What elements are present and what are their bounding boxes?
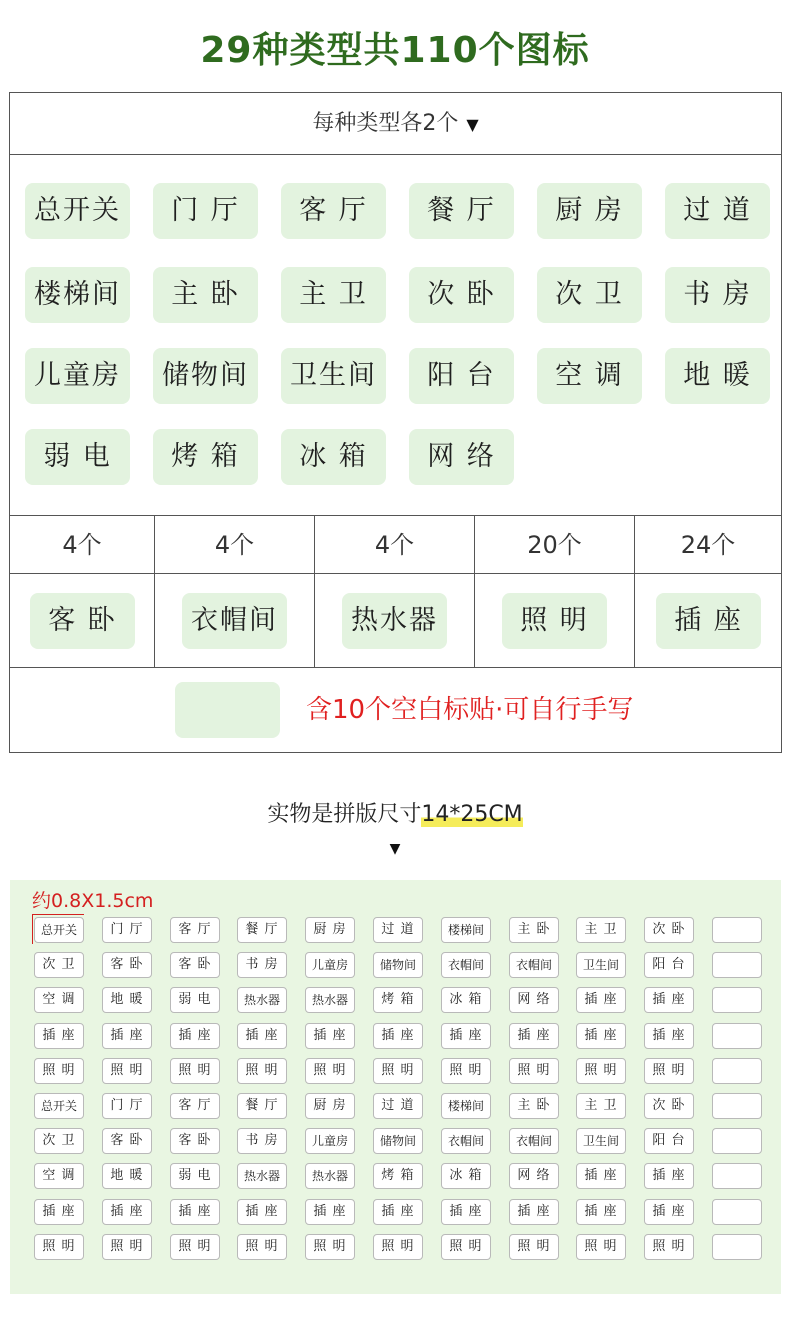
sticker-label: 插 座 — [237, 1199, 287, 1225]
sticker-label: 书 房 — [237, 952, 287, 978]
type-label-chip: 地 暖 — [665, 348, 770, 404]
header-note: 每种类型各2个 — [312, 111, 459, 136]
sticker-label: 插 座 — [305, 1023, 355, 1049]
sticker-label: 楼梯间 — [441, 1093, 491, 1119]
sticker-label: 总开关 — [34, 917, 84, 943]
item-count: 4个 — [62, 531, 102, 559]
type-label-chip: 次 卧 — [409, 267, 514, 323]
sticker-label: 照 明 — [34, 1234, 84, 1260]
divider — [10, 573, 781, 574]
sticker-label: 主 卫 — [576, 917, 626, 943]
sticker-label: 照 明 — [644, 1234, 694, 1260]
sticker-label: 插 座 — [441, 1023, 491, 1049]
sticker-label: 总开关 — [34, 1093, 84, 1119]
sticker-label: 网 络 — [509, 1163, 559, 1189]
sticker-label: 客 厅 — [170, 917, 220, 943]
sticker-label: 书 房 — [237, 1128, 287, 1154]
type-label-chip: 阳 台 — [409, 348, 514, 404]
type-label-chip: 网 络 — [409, 429, 514, 485]
sticker-label: 插 座 — [170, 1199, 220, 1225]
sticker-label: 热水器 — [305, 1163, 355, 1189]
sticker-label: 插 座 — [509, 1023, 559, 1049]
blank-sticker — [712, 1093, 762, 1119]
sticker-label: 餐 厅 — [237, 1093, 287, 1119]
type-label-chip: 过 道 — [665, 183, 770, 239]
sticker-label: 插 座 — [576, 1199, 626, 1225]
item-count: 4个 — [374, 531, 415, 559]
sticker-label: 冰 箱 — [441, 1163, 491, 1189]
sticker-label: 照 明 — [102, 1234, 152, 1260]
type-label-chip: 儿童房 — [25, 348, 130, 404]
down-triangle-icon: ▼ — [466, 115, 479, 134]
sticker-label: 主 卫 — [576, 1093, 626, 1119]
type-label-chip: 次 卫 — [537, 267, 642, 323]
sticker-label: 插 座 — [34, 1023, 84, 1049]
blank-sticker — [712, 1128, 762, 1154]
sticker-label: 次 卫 — [34, 952, 84, 978]
sticker-label: 弱 电 — [170, 987, 220, 1013]
sticker-label: 楼梯间 — [441, 917, 491, 943]
sticker-label: 插 座 — [644, 987, 694, 1013]
sticker-size-note: 约0.8X1.5cm — [32, 890, 154, 912]
sticker-label: 插 座 — [305, 1199, 355, 1225]
sticker-label: 储物间 — [373, 1128, 423, 1154]
sticker-label: 弱 电 — [170, 1163, 220, 1189]
type-label-chip: 客 厅 — [281, 183, 386, 239]
sticker-label: 衣帽间 — [509, 952, 559, 978]
blank-label-note: 含10个空白标贴·可自行手写 — [306, 695, 634, 725]
type-label-chip: 门 厅 — [153, 183, 258, 239]
sticker-label: 次 卧 — [644, 917, 694, 943]
sticker-label: 照 明 — [102, 1058, 152, 1084]
sticker-label: 主 卧 — [509, 1093, 559, 1119]
sticker-label: 主 卧 — [509, 917, 559, 943]
sticker-label: 插 座 — [34, 1199, 84, 1225]
sticker-label: 客 卧 — [102, 1128, 152, 1154]
sticker-label: 插 座 — [373, 1023, 423, 1049]
type-label-chip: 厨 房 — [537, 183, 642, 239]
sticker-label: 插 座 — [102, 1199, 152, 1225]
sticker-label: 照 明 — [237, 1234, 287, 1260]
sticker-label: 卫生间 — [576, 952, 626, 978]
sticker-label: 衣帽间 — [509, 1128, 559, 1154]
sticker-label: 阳 台 — [644, 1128, 694, 1154]
sticker-label: 次 卫 — [34, 1128, 84, 1154]
sticker-sheet — [10, 880, 781, 1294]
size-value: 14*25CM — [421, 802, 523, 827]
blank-sticker — [712, 1023, 762, 1049]
sticker-label: 插 座 — [644, 1023, 694, 1049]
sticker-label: 照 明 — [170, 1058, 220, 1084]
type-label-chip: 卫生间 — [281, 348, 386, 404]
down-triangle-icon: ▼ — [389, 841, 401, 857]
sticker-label: 过 道 — [373, 917, 423, 943]
divider — [10, 515, 781, 516]
sticker-label: 储物间 — [373, 952, 423, 978]
item-count: 4个 — [214, 531, 255, 559]
sticker-label: 客 厅 — [170, 1093, 220, 1119]
sticker-label: 烤 箱 — [373, 1163, 423, 1189]
type-label-chip: 弱 电 — [25, 429, 130, 485]
sticker-label: 网 络 — [509, 987, 559, 1013]
sticker-label: 照 明 — [237, 1058, 287, 1084]
icon-type-panel — [9, 92, 782, 753]
sticker-label: 插 座 — [576, 1163, 626, 1189]
sticker-label: 插 座 — [170, 1023, 220, 1049]
blank-label-sample — [175, 682, 280, 738]
type-label-chip: 餐 厅 — [409, 183, 514, 239]
blank-sticker — [712, 952, 762, 978]
size-text: 实物是拼版尺寸 — [267, 802, 422, 827]
sticker-label: 餐 厅 — [237, 917, 287, 943]
sticker-label: 照 明 — [576, 1058, 626, 1084]
item-count: 24个 — [680, 531, 736, 559]
blank-sticker — [712, 987, 762, 1013]
sticker-label: 儿童房 — [305, 1128, 355, 1154]
counted-label-chip: 衣帽间 — [182, 593, 287, 649]
divider — [10, 667, 781, 668]
sticker-label: 插 座 — [644, 1163, 694, 1189]
sticker-label: 烤 箱 — [373, 987, 423, 1013]
type-label-chip: 楼梯间 — [25, 267, 130, 323]
counted-label-chip: 照 明 — [502, 593, 607, 649]
sticker-label: 次 卧 — [644, 1093, 694, 1119]
sticker-label: 照 明 — [441, 1234, 491, 1260]
sticker-label: 插 座 — [509, 1199, 559, 1225]
sticker-label: 照 明 — [305, 1058, 355, 1084]
sticker-label: 地 暖 — [102, 1163, 152, 1189]
blank-sticker — [712, 1234, 762, 1260]
blank-sticker — [712, 917, 762, 943]
type-label-chip: 主 卧 — [153, 267, 258, 323]
sticker-label: 门 厅 — [102, 917, 152, 943]
sticker-label: 热水器 — [237, 1163, 287, 1189]
sticker-label: 儿童房 — [305, 952, 355, 978]
page-title: 29种类型共110个图标 — [200, 30, 590, 71]
panel-header — [10, 93, 781, 155]
counted-label-chip: 客 卧 — [30, 593, 135, 649]
sticker-label: 照 明 — [373, 1058, 423, 1084]
sticker-label: 客 卧 — [102, 952, 152, 978]
type-label-chip: 总开关 — [25, 183, 130, 239]
counted-label-chip: 插 座 — [656, 593, 761, 649]
sticker-label: 冰 箱 — [441, 987, 491, 1013]
item-count: 20个 — [527, 531, 582, 559]
sticker-label: 照 明 — [644, 1058, 694, 1084]
sticker-label: 厨 房 — [305, 1093, 355, 1119]
sticker-label: 空 调 — [34, 987, 84, 1013]
counted-label-chip: 热水器 — [342, 593, 447, 649]
type-label-chip: 烤 箱 — [153, 429, 258, 485]
sticker-label: 地 暖 — [102, 987, 152, 1013]
sticker-label: 客 卧 — [170, 1128, 220, 1154]
sticker-label: 照 明 — [34, 1058, 84, 1084]
sticker-label: 阳 台 — [644, 952, 694, 978]
type-label-chip: 主 卫 — [281, 267, 386, 323]
sticker-label: 空 调 — [34, 1163, 84, 1189]
sticker-label: 插 座 — [373, 1199, 423, 1225]
sticker-label: 门 厅 — [102, 1093, 152, 1119]
blank-sticker — [712, 1058, 762, 1084]
sticker-label: 照 明 — [509, 1058, 559, 1084]
type-label-chip: 书 房 — [665, 267, 770, 323]
sticker-label: 照 明 — [509, 1234, 559, 1260]
type-label-chip: 储物间 — [153, 348, 258, 404]
sticker-label: 厨 房 — [305, 917, 355, 943]
sticker-label: 照 明 — [576, 1234, 626, 1260]
sticker-label: 客 卧 — [170, 952, 220, 978]
sticker-label: 衣帽间 — [441, 1128, 491, 1154]
sticker-label: 插 座 — [576, 1023, 626, 1049]
sticker-label: 照 明 — [441, 1058, 491, 1084]
sticker-label: 插 座 — [102, 1023, 152, 1049]
sticker-label: 热水器 — [305, 987, 355, 1013]
type-label-chip: 冰 箱 — [281, 429, 386, 485]
size-caption — [0, 797, 790, 828]
sticker-label: 插 座 — [576, 987, 626, 1013]
sticker-label: 插 座 — [441, 1199, 491, 1225]
sticker-label: 过 道 — [373, 1093, 423, 1119]
blank-sticker — [712, 1199, 762, 1225]
type-label-chip: 空 调 — [537, 348, 642, 404]
sticker-label: 卫生间 — [576, 1128, 626, 1154]
sticker-label: 照 明 — [305, 1234, 355, 1260]
sticker-label: 照 明 — [170, 1234, 220, 1260]
sticker-label: 插 座 — [644, 1199, 694, 1225]
sticker-label: 衣帽间 — [441, 952, 491, 978]
blank-sticker — [712, 1163, 762, 1189]
sticker-label: 热水器 — [237, 987, 287, 1013]
sticker-label: 照 明 — [373, 1234, 423, 1260]
sticker-label: 插 座 — [237, 1023, 287, 1049]
